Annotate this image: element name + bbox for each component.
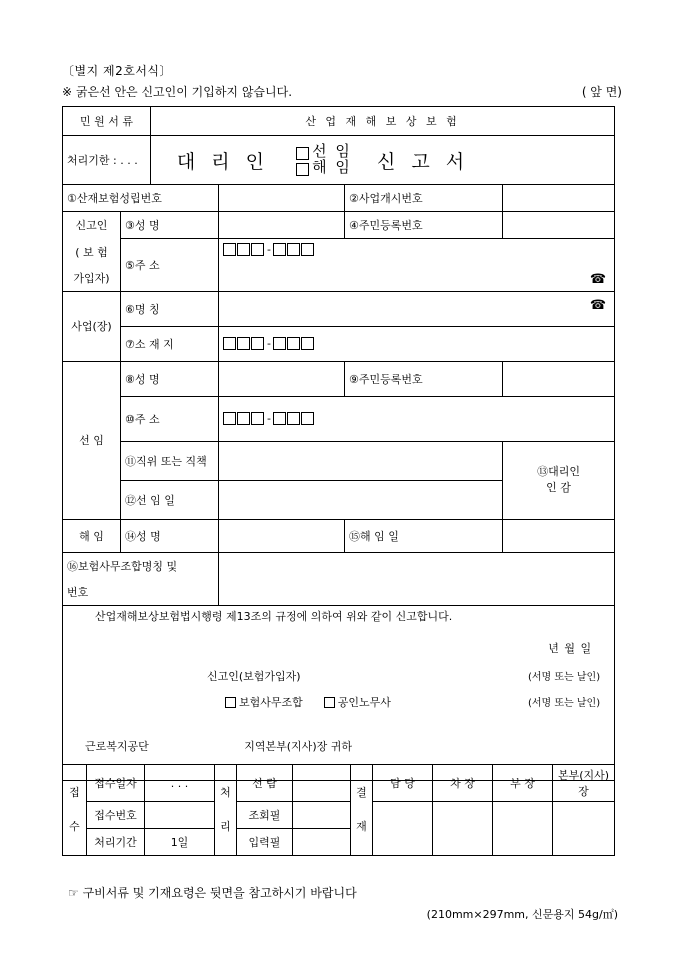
receipt-number-value[interactable] — [145, 802, 215, 829]
dismiss-date-value[interactable] — [503, 519, 615, 552]
appoint-section-label: 선 임 — [63, 361, 121, 519]
footer-paper-spec: (210mm×297mm, 신문용지 54g/㎡) — [426, 908, 618, 921]
approve-col-header-3: 본부(지사)장 — [553, 765, 615, 802]
receipt-date-label: 접수일자 — [87, 765, 145, 802]
reporter-label-line2: ( 보 험 — [63, 239, 121, 265]
decide-label-1: 결 — [356, 786, 367, 799]
appointee-rrn-label: ⑨주민등록번호 — [345, 361, 503, 396]
report-word: 신 고 서 — [377, 150, 470, 173]
process-period-label-cell: 처리기간 — [87, 829, 145, 856]
reporter-address-value[interactable]: - ☎ — [219, 239, 615, 292]
check-union-label: 보험사무조합 — [239, 695, 303, 709]
zip-box[interactable] — [287, 337, 300, 350]
appointee-address-value[interactable]: - — [219, 396, 615, 441]
approve-value-1[interactable] — [433, 802, 493, 856]
check-note: (서명 또는 날인) — [527, 697, 601, 709]
insurance-office-value[interactable] — [219, 552, 615, 605]
option-appoint-label: 선 임 — [312, 142, 352, 160]
reporter-address-label: ⑤주 소 — [121, 239, 219, 292]
receipt-section-label — [63, 765, 87, 856]
receipt-label-1: 접 — [69, 786, 80, 799]
inquiry-value[interactable] — [293, 802, 351, 829]
appointment-date-value[interactable] — [219, 480, 503, 519]
reporter-name-value[interactable] — [219, 212, 345, 239]
approve-value-3[interactable] — [553, 802, 615, 856]
zip-box[interactable] — [237, 243, 250, 256]
process-period-value-cell: 1일 — [145, 829, 215, 856]
insurance-office-label-2: 번호 — [63, 579, 219, 606]
document-header — [62, 62, 622, 100]
zip-box[interactable] — [273, 412, 286, 425]
business-name-label: ⑥명 칭 — [121, 291, 219, 326]
appointee-name-label: ⑧성 명 — [121, 361, 219, 396]
telephone-icon: ☎ — [589, 271, 607, 287]
appointee-address-label: ⑩주 소 — [121, 396, 219, 441]
zip-box[interactable] — [287, 243, 300, 256]
zip-box[interactable] — [287, 412, 300, 425]
establishment-no-value[interactable] — [219, 185, 345, 212]
agent-seal-cell[interactable] — [503, 441, 615, 519]
checkbox-dismiss[interactable] — [296, 163, 309, 176]
dismissee-name-value[interactable] — [219, 519, 345, 552]
process-period-label: 처리기한 : — [67, 154, 117, 167]
zip-box[interactable] — [301, 243, 314, 256]
zip-box[interactable] — [251, 412, 264, 425]
organization-name: 근로복지공단 — [85, 739, 149, 753]
agent-label: 대 리 인 — [176, 150, 269, 173]
establishment-no-label: ①산재보험성립번호 — [63, 185, 219, 212]
dismissee-name-label: ⑭성 명 — [121, 519, 219, 552]
checkbox-appoint[interactable] — [296, 147, 309, 160]
option-dismiss-label: 해 임 — [312, 158, 352, 176]
page-side-label: ( 앞 면) — [581, 85, 622, 99]
business-start-no-label: ②사업개시번호 — [345, 185, 503, 212]
doc-kind-cell: 민 원 서 류 — [63, 107, 151, 136]
approve-col-header-0: 담 당 — [373, 765, 433, 802]
decide-label-2: 재 — [356, 820, 367, 833]
checkbox-labor-attorney[interactable] — [324, 697, 335, 708]
telephone-icon: ☎ — [589, 297, 607, 313]
appointment-date-label: ⑫선 임 일 — [121, 480, 219, 519]
business-label: 사업(장) — [63, 291, 121, 361]
check-labor-label: 공인노무사 — [337, 695, 391, 709]
zip-box[interactable] — [273, 337, 286, 350]
approve-value-2[interactable] — [493, 802, 553, 856]
zip-box[interactable] — [223, 412, 236, 425]
review-value[interactable] — [293, 765, 351, 802]
receipt-label-2: 수 — [69, 820, 80, 833]
footer-note: ☞ 구비서류 및 기재요령은 뒷면을 참고하시기 바랍니다 — [68, 886, 357, 900]
statement-block — [63, 605, 615, 780]
agent-seal-label-2: 인 감 — [546, 481, 571, 494]
process-period-cell — [63, 136, 151, 185]
appointee-position-label: ⑪직위 또는 직책 — [121, 441, 219, 480]
reporter-rrn-value[interactable] — [503, 212, 615, 239]
zip-box[interactable] — [223, 337, 236, 350]
receipt-date-value[interactable]: . . . — [145, 765, 215, 802]
reporter-name-label: ③성 명 — [121, 212, 219, 239]
approve-col-header-2: 부 장 — [493, 765, 553, 802]
header-note: ※ 굵은선 안은 신고인이 기입하지 않습니다. — [62, 85, 293, 99]
statement-dateline[interactable]: 년 월 일 — [548, 641, 593, 655]
checkbox-insurance-union[interactable] — [225, 697, 236, 708]
main-title-cell — [151, 136, 615, 185]
appointee-position-value[interactable] — [219, 441, 503, 480]
inquiry-label: 조회필 — [237, 802, 293, 829]
zip-box[interactable] — [223, 243, 236, 256]
approve-value-0[interactable] — [373, 802, 433, 856]
process-period-value[interactable]: . . . — [120, 154, 138, 167]
review-label: 선 람 — [237, 765, 293, 802]
agent-seal-label-1: ⑬대리인 — [537, 464, 580, 478]
zip-box[interactable] — [251, 337, 264, 350]
appointee-name-value[interactable] — [219, 361, 345, 396]
reporter-rrn-label: ④주민등록번호 — [345, 212, 503, 239]
decide-section-label — [351, 765, 373, 856]
dismiss-section-label: 해 임 — [63, 519, 121, 552]
zip-box[interactable] — [301, 412, 314, 425]
input-value[interactable] — [293, 829, 351, 856]
reporter-label-line3: 가입자) — [63, 265, 121, 292]
appointee-rrn-value[interactable] — [503, 361, 615, 396]
main-form-table — [62, 106, 615, 781]
dismiss-date-label: ⑮해 임 일 — [345, 519, 503, 552]
process-label-1: 처 — [220, 786, 231, 799]
addressee: 지역본부(지사)장 귀하 — [244, 739, 352, 753]
receipt-number-label: 접수번호 — [87, 802, 145, 829]
receipt-table — [62, 764, 615, 856]
zip-box[interactable] — [237, 337, 250, 350]
business-start-no-value[interactable] — [503, 185, 615, 212]
approve-col-header-1: 차 장 — [433, 765, 493, 802]
zip-box[interactable] — [251, 243, 264, 256]
form-number: 〔별지 제2호서식〕 — [62, 64, 173, 78]
insurance-office-label-1: ⑯보험사무조합명칭 및 — [63, 552, 219, 579]
reporter-label-line1: 신고인 — [63, 212, 121, 239]
process-label-2: 리 — [220, 820, 231, 833]
business-location-label: ⑦소 재 지 — [121, 326, 219, 361]
insurance-name-cell: 산 업 재 해 보 상 보 험 — [151, 107, 615, 136]
zip-box[interactable] — [237, 412, 250, 425]
zip-box[interactable] — [301, 337, 314, 350]
zip-box[interactable] — [273, 243, 286, 256]
process-section-label — [215, 765, 237, 856]
business-location-value[interactable]: - — [219, 326, 615, 361]
business-name-value[interactable] — [219, 291, 615, 326]
statement-text: 산업재해보상보험법시행령 제13조의 규정에 의하여 위와 같이 신고합니다. — [95, 609, 453, 623]
signer-note: (서명 또는 날인) — [527, 671, 601, 683]
input-label: 입력필 — [237, 829, 293, 856]
signer-label: 신고인(보험가입자) — [207, 669, 301, 683]
